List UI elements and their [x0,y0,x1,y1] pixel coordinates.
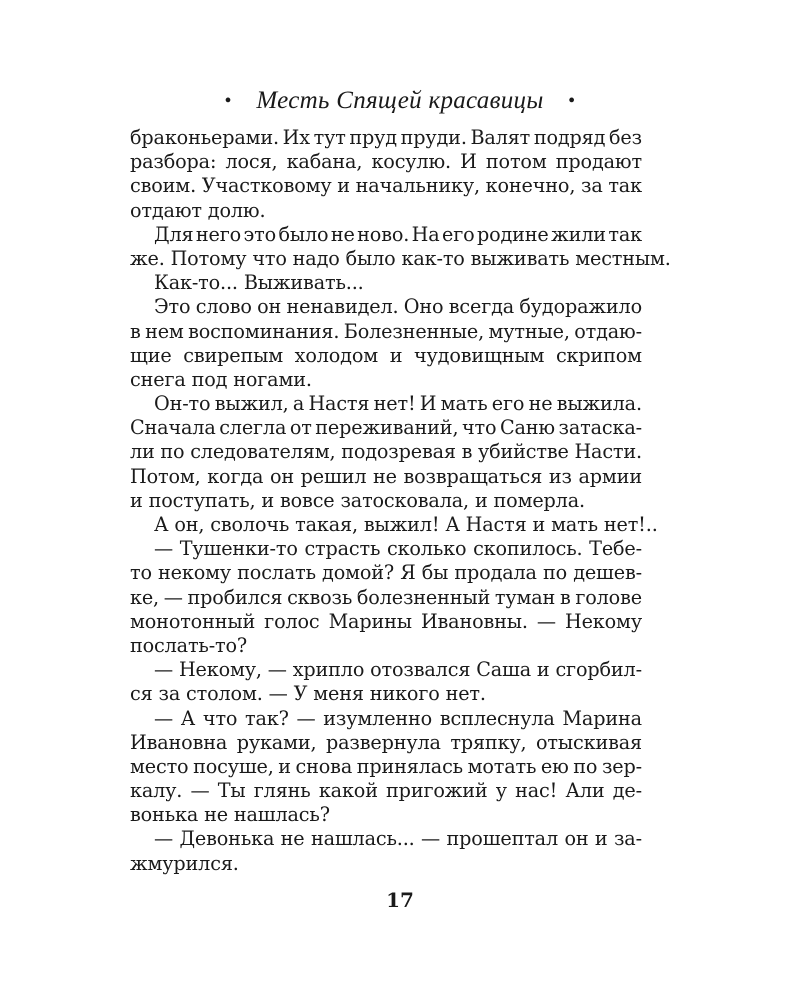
body-text [130,126,671,876]
text-line: — Некому, — хрипло отозвался Саша и сгорбил- [154,658,642,682]
text-line: место посуше, и снова принялась мотать ею по зер- [130,754,642,778]
text-line: калу. — Ты глянь какой пригожий у нас! Али де- [130,779,642,803]
text-line: своим. Участковому и начальнику, конечно, за так [130,174,642,198]
text-line: Потом, когда он решил не возвращаться из армии [130,464,642,488]
text-line: в нем воспоминания. Болезненные, мутные, отдаю- [130,319,642,343]
text-line: А он, сволочь такая, выжил! А Настя и мать нет!.. [154,513,658,536]
text-line: отдают долю. [130,198,266,222]
text-line: ли по следователям, подозревая в убийстве Насти. [130,440,642,464]
book-title: Месть Спящей красавицы [256,87,544,114]
text-line: щие свирепым холодом и чудовищным скрипом [130,343,642,367]
text-line: ся за столом. — У меня никого нет. [130,682,486,706]
text-line: то некому послать домой? Я бы продала по дешев- [130,561,642,585]
text-line: Как-то... Выживать... [154,271,364,295]
text-line: послать-то? [130,633,248,657]
text-line: ке, — пробился сквозь болезненный туман в голове [130,585,642,609]
text-line: — А что так? — изумленно всплеснула Марина [154,706,642,730]
text-line: Он-то выжил, а Настя нет! И мать его не выжила. [154,392,642,416]
running-header [0,86,800,116]
text-line: же. Потому что надо было как-то выживать местным. [130,246,671,270]
text-line: жмурился. [130,851,239,875]
text-line: монотонный голос Марины Ивановны. — Некому [130,609,642,633]
text-line: и поступать, и вовсе затосковала, и померла. [130,488,585,512]
text-line: Это слово он ненавидел. Оно всегда будоражило [154,295,642,319]
page-number: 17 [386,888,414,912]
text-line: Для него это было не ново. На его родине жили так [154,222,642,246]
text-line: снега под ногами. [130,367,312,391]
text-line: Сначала слегла от переживаний, что Саню затаска- [130,416,642,440]
bullet-right: • [568,90,576,112]
text-line: разбора: лося, кабана, косулю. И потом продают [130,150,642,174]
text-line: — Тушенки-то страсть сколько скопилось. Тебе- [154,537,642,561]
text-line: Ивановна руками, развернула тряпку, отыскивая [130,730,642,754]
text-line: — Девонька не нашлась... — прошептал он и за- [154,827,642,851]
bullet-left: • [224,90,232,112]
text-line: браконьерами. Их тут пруд пруди. Валят подряд без [130,126,642,149]
text-line: вонька не нашлась? [130,803,330,827]
